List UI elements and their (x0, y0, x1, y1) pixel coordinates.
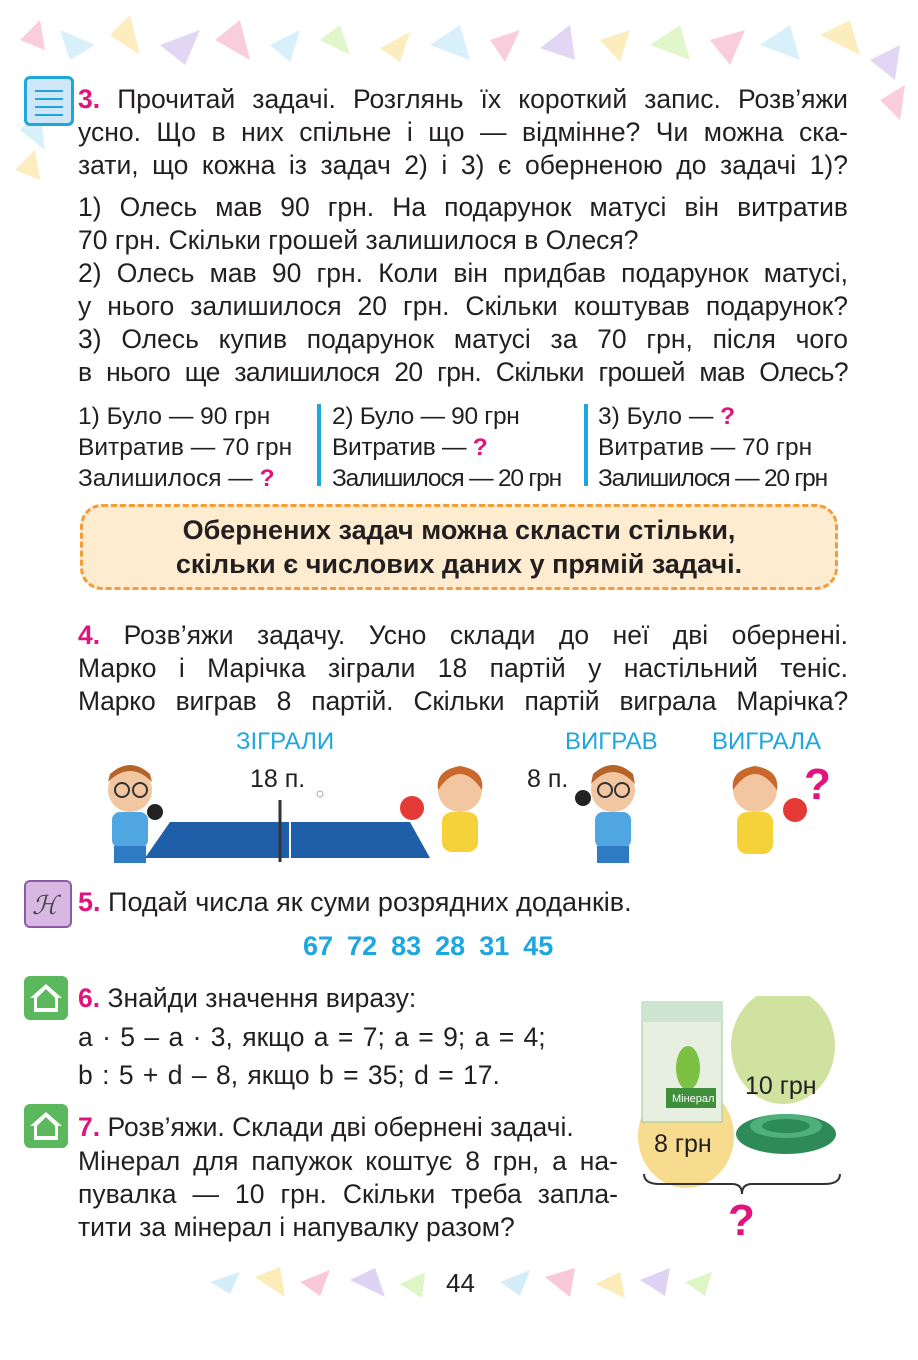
short2-question: ? (472, 434, 488, 461)
short2-line2: Витратив — (332, 434, 473, 461)
short1-line3: Залишилося — (78, 465, 260, 492)
label-played: ЗІГРАЛИ (236, 728, 335, 755)
short2-line3: Залишилося — 20 грн (332, 465, 561, 492)
rule-box (80, 504, 838, 590)
task7-line1 (78, 1112, 618, 1143)
task5-text: Подай числа як суми розрядних доданків. (108, 887, 632, 917)
short3-line3: Залишилося — 20 грн (598, 465, 827, 492)
mineral-box-label: Мінерал (672, 1093, 715, 1105)
short3-line2: Витратив — 70 грн (598, 434, 813, 461)
task6-number: 6. (78, 983, 101, 1013)
task7-line3: пувалка — 10 грн. Скільки треба запла- (78, 1179, 618, 1209)
rule-line1: Обернених задач можна скласти стільки, (182, 515, 736, 545)
short-record-1 (78, 401, 292, 494)
short3-question: ? (720, 403, 736, 430)
task6-text: Знайди значення виразу: (107, 983, 417, 1013)
task4-line3: Марко виграв 8 партій. Скільки партій виграла Марічка? (78, 686, 848, 716)
price-mineral: 8 грн (654, 1130, 712, 1158)
task5-number: 5. (78, 887, 101, 917)
tables-icon (24, 880, 72, 928)
task5-line (78, 887, 632, 918)
task4-number: 4. (78, 620, 101, 650)
task4-text1: Розв’яжи задачу. Усно склади до неї дві обернені. (123, 620, 848, 650)
price-bowl: 10 грн (745, 1072, 817, 1100)
value-played: 18 п. (250, 765, 306, 793)
task3-intro-line1 (78, 84, 848, 115)
marichka-illustration (715, 762, 810, 864)
number-83: 83 (391, 931, 422, 961)
short1-line1: 1) Було — 90 грн (78, 403, 271, 430)
brace-icon (640, 1172, 844, 1198)
task3-problem1-line1: 1) Олесь мав 90 грн. На подарунок матусі він витратив (78, 192, 848, 222)
short1-line2: Витратив — 70 грн (78, 434, 293, 461)
task3-intro-text1: Прочитай задачі. Розглянь їх короткий запис. Розв’яжи (117, 84, 848, 114)
task7-line4: тити за мінерал і напувалку разом? (78, 1212, 515, 1242)
short-record-2 (332, 401, 561, 494)
short1-question: ? (259, 465, 275, 492)
task7-number: 7. (78, 1112, 101, 1142)
task3-problem3-line1: 3) Олесь купив подарунок матусі за 70 грн, після чого (78, 324, 848, 354)
task3-problem2-line2: у нього залишилося 20 грн. Скільки коштував подарунок? (78, 291, 848, 321)
number-45: 45 (523, 931, 554, 961)
page-number: 44 (446, 1268, 475, 1298)
task3-problem1-line2: 70 грн. Скільки грошей залишилося в Олеся? (78, 225, 639, 255)
question-mark-marichka: ? (804, 760, 831, 809)
task7-text1: Розв’яжи. Склади дві обернені задачі. (107, 1112, 574, 1142)
home-icon (24, 976, 68, 1020)
number-72: 72 (347, 931, 378, 961)
number-28: 28 (435, 931, 466, 961)
task7-line2: Мінерал для папужок коштує 8 грн, а на- (78, 1146, 618, 1176)
task6-expression2: b : 5 + d – 8, якщо b = 35; d = 17. (78, 1060, 500, 1090)
short-record-3 (598, 401, 827, 494)
label-won-marko: ВИГРАВ (565, 728, 658, 755)
task6-line1 (78, 983, 416, 1014)
tennis-table-illustration (90, 760, 510, 865)
task4-line2: Марко і Марічка зіграли 18 партій у настільний теніс. (78, 653, 848, 683)
number-31: 31 (479, 931, 510, 961)
task3-number: 3. (78, 84, 101, 114)
notebook-icon (24, 76, 74, 126)
task5-numbers (296, 931, 560, 962)
divider-2 (584, 404, 588, 486)
task4-line1 (78, 620, 848, 651)
rule-line2: скільки є числових даних у прямій задачі. (175, 549, 743, 579)
task3-problem2-line1: 2) Олесь мав 90 грн. Коли він придбав подарунок матусі, (78, 258, 848, 288)
task3-problem3-line2: в нього ще залишилося 20 грн. Скільки грошей мав Олесь? (78, 357, 848, 387)
task6-expression1: a · 5 – a · 3, якщо a = 7; a = 9; a = 4; (78, 1022, 546, 1052)
task3-intro-line3: зати, що кожна із задач 2) і 3) є оберненою до задачі 1)? (78, 150, 848, 180)
number-67: 67 (303, 931, 334, 961)
home-icon-2 (24, 1104, 68, 1148)
divider-1 (317, 404, 321, 486)
short2-line1: 2) Було — 90 грн (332, 403, 520, 430)
label-won-marichka: ВИГРАЛА (712, 728, 821, 755)
marko-illustration (575, 762, 650, 864)
question-mark-total: ? (728, 1196, 755, 1245)
task3-intro-line2: усно. Що в них спільне і що — відмінне? Чи можна ска- (78, 117, 848, 147)
svg-text:ℋ: ℋ (32, 891, 58, 920)
value-won: 8 п. (527, 765, 569, 793)
short3-line1: 3) Було — (598, 403, 721, 430)
